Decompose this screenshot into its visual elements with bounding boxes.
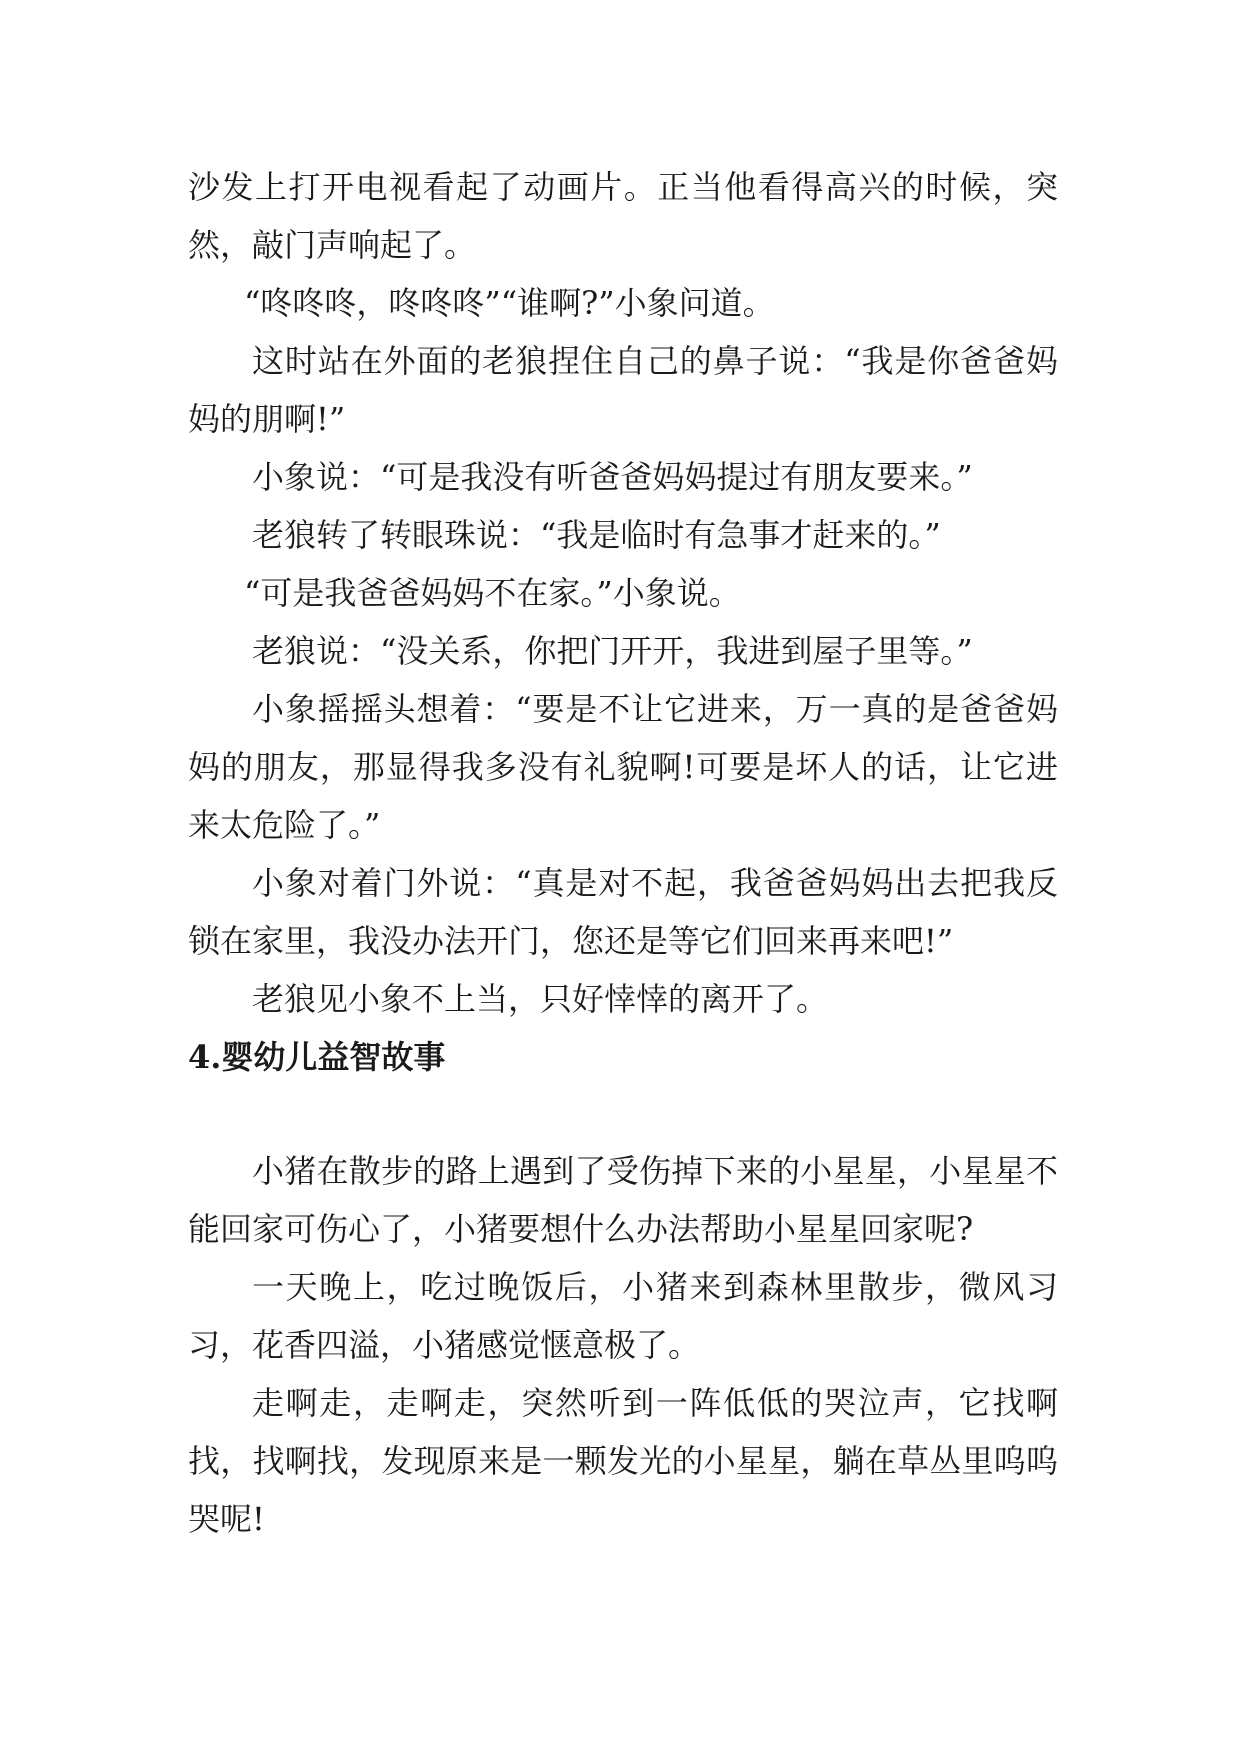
document-body [188, 158, 1058, 1548]
section-heading: 4.婴幼儿益智故事 [188, 1038, 446, 1076]
section-spacer [188, 1086, 1058, 1142]
paragraph-elephant-refuses: 小象对着门外说：“真是对不起，我爸爸妈妈出去把我反锁在家里，我没办法开门，您还是等它们回来再来吧!” [188, 864, 1058, 960]
paragraph-knock: “咚咚咚，咚咚咚”“谁啊?”小象问道。 [244, 284, 775, 322]
paragraph-wolf-wait: 老狼说：“没关系，你把门开开，我进到屋子里等。” [252, 632, 973, 670]
paragraph-parents-away: “可是我爸爸妈妈不在家。”小象说。 [244, 574, 741, 612]
paragraph-crying-star: 走啊走，走啊走，突然听到一阵低低的哭泣声，它找啊找，找啊找，发现原来是一颗发光的小星星，躺在草丛里呜呜哭呢! [188, 1384, 1058, 1538]
paragraph-evening-walk: 一天晚上，吃过晚饭后，小猪来到森林里散步，微风习习，花香四溢，小猪感觉惬意极了。 [188, 1268, 1058, 1364]
paragraph-wolf-urgent: 老狼转了转眼珠说：“我是临时有急事才赶来的。” [252, 516, 941, 554]
paragraph-wolf-speaks: 这时站在外面的老狼捏住自己的鼻子说：“我是你爸爸妈妈的朋啊!” [188, 342, 1058, 438]
paragraph-intro: 小猪在散步的路上遇到了受伤掉下来的小星星，小星星不能回家可伤心了，小猪要想什么办法帮助小星星回家呢? [188, 1152, 1058, 1248]
paragraph-continuation: 沙发上打开电视看起了动画片。正当他看得高兴的时候，突然，敲门声响起了。 [188, 168, 1058, 264]
paragraph-wolf-leaves: 老狼见小象不上当，只好悻悻的离开了。 [252, 980, 829, 1018]
paragraph-elephant-thinks: 小象摇摇头想着：“要是不让它进来，万一真的是爸爸妈妈的朋友，那显得我多没有礼貌啊!可要是坏人的话，让它进来太危险了。” [188, 690, 1058, 844]
paragraph-elephant-reply: 小象说：“可是我没有听爸爸妈妈提过有朋友要来。” [252, 458, 973, 496]
